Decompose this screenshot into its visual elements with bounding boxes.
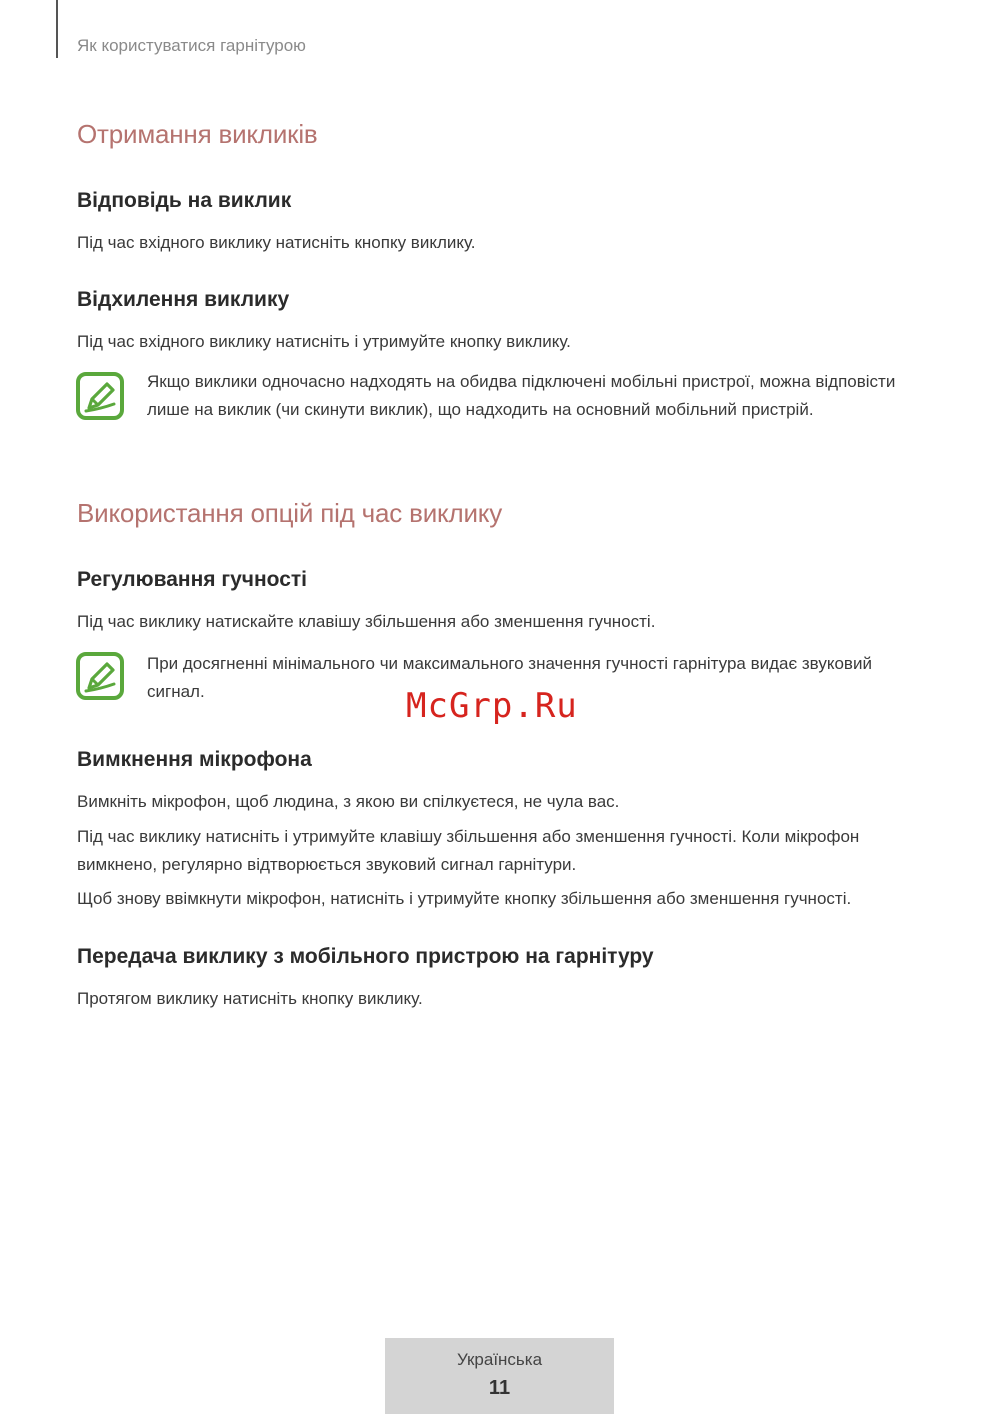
footer-language: Українська xyxy=(456,1350,543,1369)
watermark: McGrp.Ru xyxy=(406,686,578,726)
header-divider-line xyxy=(56,0,58,58)
note-pencil-icon xyxy=(76,372,124,420)
note-pencil-icon xyxy=(76,652,124,700)
subsection-title-mute-mic: Вимкнення мікрофона xyxy=(77,748,312,771)
paragraph: Протягом виклику натисніть кнопку виклику. xyxy=(77,989,423,1008)
subsection-title-volume: Регулювання гучності xyxy=(77,568,308,591)
section-title-in-call-options: Використання опцій під час виклику xyxy=(77,498,503,528)
note-text: Якщо виклики одночасно надходять на обидва підключені мобільні пристрої, можна відповісти лише на виклик (чи скинути виклик), що надходить на основний мобільний пристрій. xyxy=(147,372,896,419)
chapter-header: Як користуватися гарнітурою xyxy=(77,36,306,55)
paragraph: Щоб знову ввімкнути мікрофон, натисніть і утримуйте кнопку збільшення або зменшення гучності. xyxy=(77,889,852,908)
subsection-title-transfer-call: Передача виклику з мобільного пристрою на гарнітуру xyxy=(77,945,654,968)
section-title-receiving-calls: Отримання викликів xyxy=(77,119,318,149)
paragraph: Під час виклику натискайте клавішу збільшення або зменшення гучності. xyxy=(77,612,656,631)
paragraph: Вимкніть мікрофон, щоб людина, з якою ви спілкуєтеся, не чула вас. xyxy=(77,792,620,811)
subsection-title-answer-call: Відповідь на виклик xyxy=(77,189,292,212)
page-number: 11 xyxy=(488,1377,511,1399)
paragraph: Під час вхідного виклику натисніть кнопку виклику. xyxy=(77,233,476,252)
note-text: При досягненні мінімального чи максимального значення гучності гарнітура видає звуковий сигнал. xyxy=(147,654,872,701)
paragraph: Під час виклику натисніть і утримуйте клавішу збільшення або зменшення гучності. Коли мікрофон вимкнено, регулярно відтворюється звуковий сигнал гарнітури. xyxy=(77,827,860,874)
subsection-title-reject-call: Відхилення виклику xyxy=(77,288,290,311)
paragraph: Під час вхідного виклику натисніть і утримуйте кнопку виклику. xyxy=(77,332,571,351)
